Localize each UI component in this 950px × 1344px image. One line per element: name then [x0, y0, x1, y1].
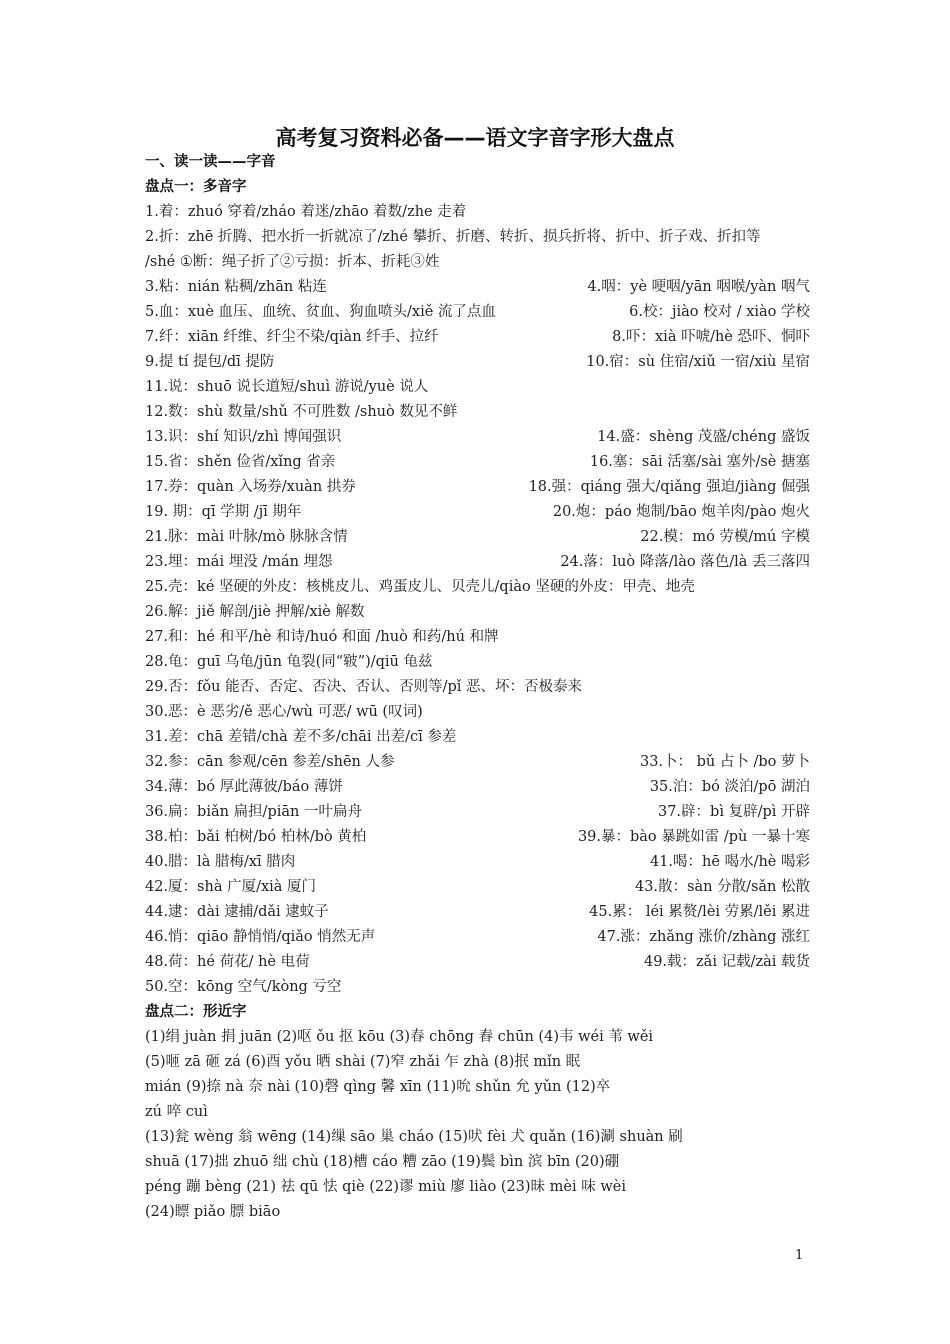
entry-right: 20.炮：páo 炮制/bāo 炮羊肉/pào 炮火: [552, 504, 810, 520]
similar-char-line: mián (9)捺 nà 奈 nài (10)磬 qìng 馨 xīn (11)吮 shǔn 允 yǔn (12)卒: [145, 1079, 611, 1095]
similar-char-line: zú 啐 cuì: [145, 1104, 208, 1120]
entry-row: [145, 800, 810, 825]
entry-left: 1.着：zhuó 穿着/zháo 着迷/zhāo 着数/zhe 走着: [145, 204, 467, 220]
entry-row: [145, 575, 810, 600]
entry-right: 33.卜： bǔ 占卜 /bo 萝卜: [639, 754, 810, 770]
entry-left: 32.参：cān 参观/cēn 参差/shēn 人参: [145, 754, 395, 770]
entry-row: [145, 700, 810, 725]
entry-left: 25.壳：ké 坚硬的外皮：核桃皮儿、鸡蛋皮儿、贝壳儿/qiào 坚硬的外皮：甲壳、地壳: [145, 579, 695, 595]
entry-right: 18.强：qiáng 强大/qiǎng 强迫/jiàng 倔强: [528, 479, 810, 495]
entry-left: 12.数：shù 数量/shǔ 不可胜数 /shuò 数见不鲜: [145, 404, 458, 420]
entry-left: 5.血：xuè 血压、血统、贫血、狗血喷头/xiě 流了点血: [145, 304, 496, 320]
entry-right: 47.涨：zhǎng 涨价/zhàng 涨红: [597, 929, 810, 945]
entry-left: 40.腊：là 腊梅/xī 腊肉: [145, 854, 296, 870]
entry-row: [145, 325, 810, 350]
entry-left: 38.柏：bǎi 柏树/bó 柏林/bò 黄柏: [145, 829, 367, 845]
entry-row: [145, 650, 810, 675]
entry-left: 11.说：shuō 说长道短/shuì 游说/yuè 说人: [145, 379, 429, 395]
entry-left: 30.恶：è 恶劣/ě 恶心/wù 可恶/ wū (叹词): [145, 704, 423, 720]
entry-row: [145, 875, 810, 900]
entry-row: [145, 450, 810, 475]
entry-row: [145, 625, 810, 650]
entry-row: [145, 750, 810, 775]
part-heading-polyphones: 盘点一：多音字: [145, 179, 247, 195]
entry-left: 50.空：kōng 空气/kòng 亏空: [145, 979, 342, 995]
entry-right: 39.暴：bào 暴跳如雷 /pù 一暴十寒: [577, 829, 810, 845]
entry-row: [145, 950, 810, 975]
entry-row: [145, 225, 810, 250]
page-number: 1: [795, 1248, 804, 1263]
entry-row: [145, 825, 810, 850]
entry-right: 10.宿：sù 住宿/xiǔ 一宿/xiù 星宿: [586, 354, 810, 370]
entry-right: 24.落：luò 降落/lào 落色/là 丢三落四: [560, 554, 810, 570]
entry-row: [145, 600, 810, 625]
entry-row: [145, 775, 810, 800]
entry-left: 29.否：fǒu 能否、否定、否决、否认、否则等/pǐ 恶、坏：否极泰来: [145, 679, 583, 695]
entry-row: [145, 975, 810, 1000]
entry-left: 42.厦：shà 广厦/xià 厦门: [145, 879, 317, 895]
entry-row: [145, 475, 810, 500]
entry-row: [145, 400, 810, 425]
entry-left: 34.薄：bó 厚此薄彼/báo 薄饼: [145, 779, 343, 795]
entry-row: [145, 250, 810, 275]
entry-row: [145, 300, 810, 325]
entry-row: [145, 725, 810, 750]
entry-right: 14.盛：shèng 茂盛/chéng 盛饭: [597, 429, 810, 445]
entry-right: 43.散：sàn 分散/sǎn 松散: [634, 879, 810, 895]
polyphone-list: [145, 200, 810, 1000]
entry-left: 28.龟：guī 乌龟/jūn 龟裂(同“皲”)/qiū 龟兹: [145, 654, 433, 670]
entry-row: [145, 925, 810, 950]
entry-right: 37.辟：bì 复辟/pì 开辟: [657, 804, 810, 820]
entry-row: [145, 850, 810, 875]
entry-left: 17.券：quàn 入场券/xuàn 拱券: [145, 479, 356, 495]
entry-left: 31.差：chā 差错/chà 差不多/chāi 出差/cī 参差: [145, 729, 457, 745]
entry-row: [145, 525, 810, 550]
similar-char-line: shuā (17)拙 zhuō 绌 chù (18)槽 cáo 糟 zāo (19)鬓 bìn 滨 bīn (20)硼: [145, 1154, 620, 1170]
similar-char-line: (13)瓮 wèng 翁 wēng (14)缫 sāo 巢 cháo (15)吠 fèi 犬 quǎn (16)涮 shuàn 刷: [145, 1129, 683, 1145]
entry-right: 16.塞：sāi 活塞/sài 塞外/sè 搪塞: [589, 454, 810, 470]
entry-left: 26.解：jiě 解剖/jiè 押解/xiè 解数: [145, 604, 365, 620]
entry-left: 23.埋：mái 埋没 /mán 埋怨: [145, 554, 333, 570]
entry-left: 2.折：zhē 折腾、把水折一折就凉了/zhé 攀折、折磨、转折、损兵折将、折中、折子戏、折扣等: [145, 229, 761, 245]
similar-char-line: (1)绢 juàn 捐 juān (2)呕 ǒu 抠 kōu (3)春 chōng 舂 chūn (4)韦 wéi 苇 wěi: [145, 1029, 654, 1045]
entry-row: [145, 200, 810, 225]
document-body: [145, 150, 810, 1225]
entry-left: 13.识：shí 知识/zhì 博闻强识: [145, 429, 342, 445]
entry-row: [145, 500, 810, 525]
entry-row: [145, 275, 810, 300]
entry-row: [145, 425, 810, 450]
entry-left: 44.逮：dài 逮捕/dǎi 逮蚊子: [145, 904, 329, 920]
document-title: 高考复习资料必备——语文字音字形大盘点: [275, 126, 675, 150]
section-heading: 一、读一读——字音: [145, 154, 276, 170]
part-heading-similar-chars: 盘点二：形近字: [145, 1004, 247, 1020]
entry-row: [145, 675, 810, 700]
entry-row: [145, 350, 810, 375]
entry-left: 19. 期：qī 学期 /jī 期年: [145, 504, 302, 520]
similar-char-line: (5)咂 zā 砸 zá (6)酉 yǒu 晒 shài (7)窄 zhǎi 乍 zhà (8)抿 mǐn 眠: [145, 1054, 581, 1070]
similar-char-list: [145, 1025, 810, 1225]
entry-left: 3.粘：nián 粘稠/zhān 粘连: [145, 279, 327, 295]
entry-right: 35.泊：bó 淡泊/pō 湖泊: [649, 779, 810, 795]
entry-right: 22.模：mó 劳模/mú 字模: [640, 529, 810, 545]
entry-row: [145, 375, 810, 400]
entry-left: 48.荷：hé 荷花/ hè 电荷: [145, 954, 310, 970]
entry-left: 27.和：hé 和平/hè 和诗/huó 和面 /huò 和药/hú 和牌: [145, 629, 499, 645]
entry-left: 21.脉：mài 叶脉/mò 脉脉含情: [145, 529, 348, 545]
entry-right: 41.喝：hē 喝水/hè 喝彩: [649, 854, 810, 870]
entry-left: /shé ①断：绳子折了②亏损：折本、折耗③姓: [145, 254, 440, 270]
entry-right: 45.累： léi 累赘/lèi 劳累/lěi 累进: [589, 904, 810, 920]
entry-left: 46.悄：qiāo 静悄悄/qiǎo 悄然无声: [145, 929, 376, 945]
entry-left: 9.提 tí 提包/dī 提防: [145, 354, 275, 370]
entry-right: 6.校：jiào 校对 / xiào 学校: [629, 304, 810, 320]
entry-right: 49.载：zǎi 记载/zài 载货: [643, 954, 810, 970]
entry-row: [145, 550, 810, 575]
entry-row: [145, 900, 810, 925]
entry-right: 4.咽：yè 哽咽/yān 咽喉/yàn 咽气: [587, 279, 810, 295]
entry-right: 8.吓：xià 吓唬/hè 恐吓、恫吓: [612, 329, 810, 345]
entry-left: 36.扁：biǎn 扁担/piān 一叶扁舟: [145, 804, 362, 820]
entry-left: 15.省：shěn 俭省/xǐng 省亲: [145, 454, 336, 470]
similar-char-line: (24)瞟 piǎo 膘 biāo: [145, 1204, 281, 1220]
entry-left: 7.纤：xiān 纤维、纤尘不染/qiàn 纤手、拉纤: [145, 329, 439, 345]
similar-char-line: péng 蹦 bèng (21) 祛 qū 怯 qiè (22)谬 miù 廖 liào (23)昧 mèi 味 wèi: [145, 1179, 626, 1195]
